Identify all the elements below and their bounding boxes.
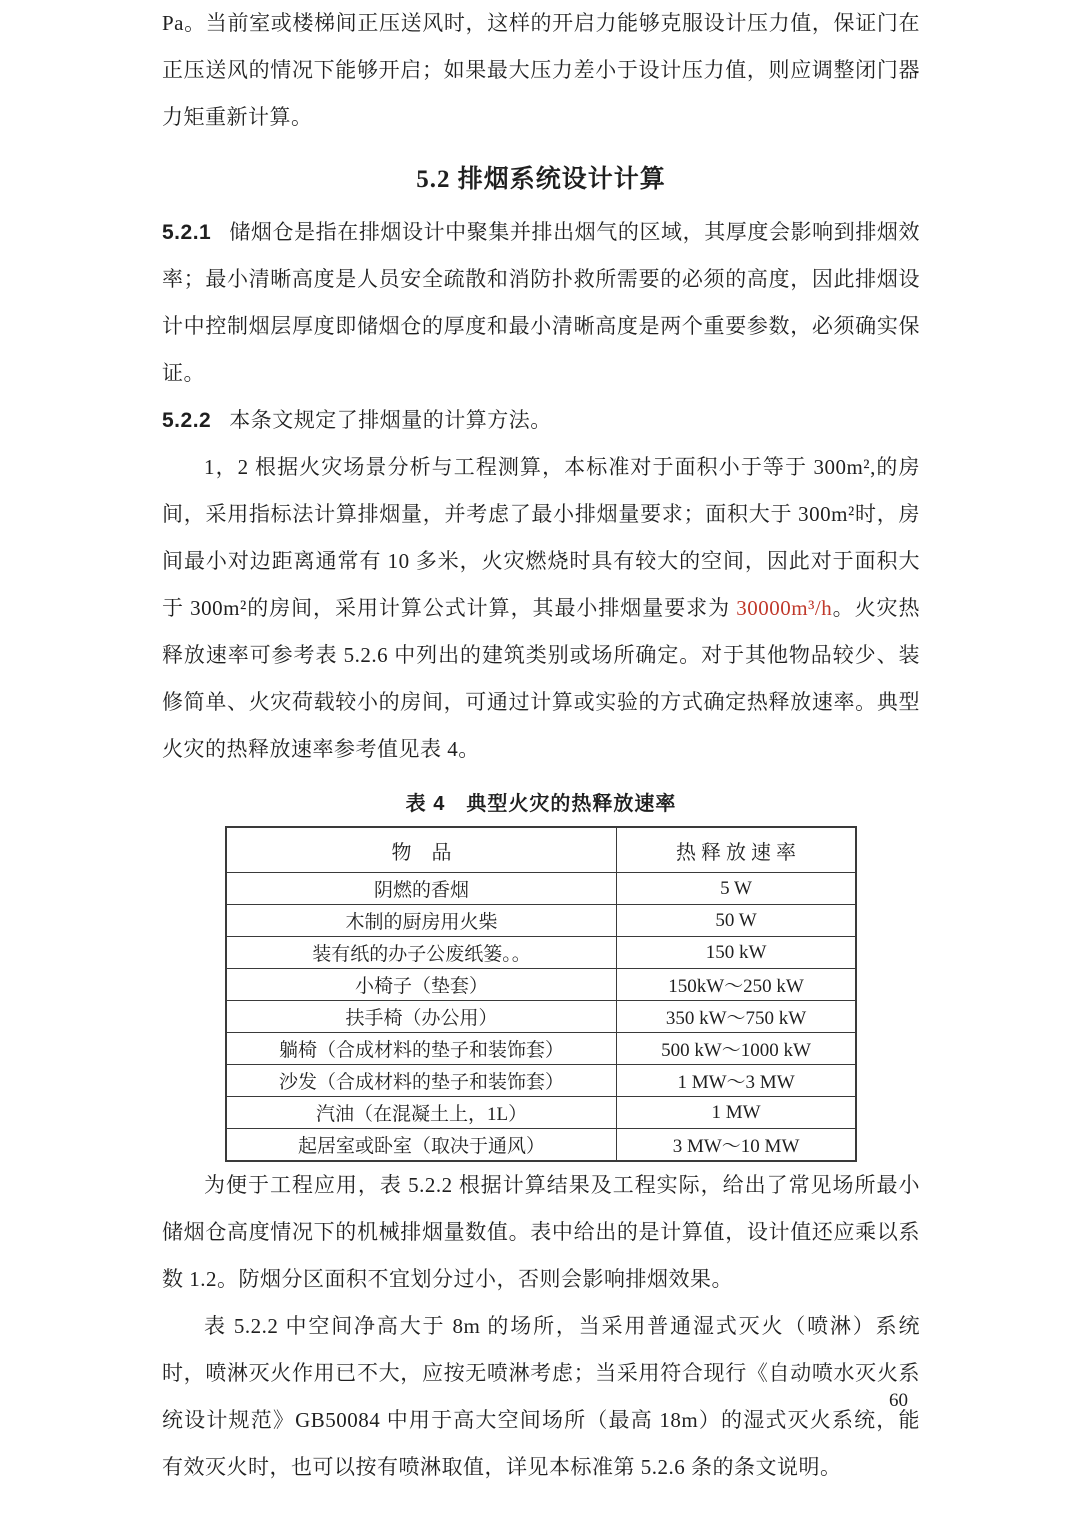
minimum-exhaust-rate-value: 30000m³/h (736, 596, 833, 620)
paragraph-calculation (162, 444, 920, 773)
table-row (226, 1001, 856, 1033)
rate-cell: 150kW～250 kW (617, 969, 856, 1001)
rate-cell: 350 kW～750 kW (617, 1001, 856, 1033)
table-row (226, 1097, 856, 1129)
item-cell: 阴燃的香烟 (226, 873, 617, 905)
intro-paragraph: Pa。当前室或楼梯间正压送风时，这样的开启力能够克服设计压力值，保证门在正压送风的情况下能够开启；如果最大压力差小于设计压力值，则应调整闭门器力矩重新计算。 (162, 11, 920, 129)
paragraph-sprinkler: 表 5.2.2 中空间净高大于 8m 的场所，当采用普通湿式灭火（喷淋）系统时，喷淋灭火作用已不大，应按无喷淋考虑；当采用符合现行《自动喷水灭火系统设计规范》GB50084 中用于高大空间场所（最高 18m）的湿式灭火系统，能有效灭火时，也可以按有喷淋取值，详见本标准第 5.2.6 条的条文说明。 (162, 1314, 920, 1479)
calculation-text-after: 。火灾热释放速率可参考表 5.2.6 中列出的建筑类别或场所确定。对于其他物品较少、装修简单、火灾荷载较小的房间，可通过计算或实验的方式确定热释放速率。典型火灾的热释放速率参考值见表 4。 (162, 596, 920, 761)
rate-cell: 1 MW (617, 1097, 856, 1129)
table-row (226, 937, 856, 969)
item-cell: 扶手椅（办公用） (226, 1001, 617, 1033)
rate-cell: 3 MW～10 MW (617, 1129, 856, 1162)
table-header (226, 827, 856, 873)
heat-release-rate-table (225, 826, 857, 1162)
rate-cell: 50 W (617, 905, 856, 937)
section-heading: 5.2 排烟系统设计计算 (416, 166, 666, 193)
rate-cell: 150 kW (617, 937, 856, 969)
item-cell: 汽油（在混凝土上，1L） (226, 1097, 617, 1129)
column-header-item: 物 品 (226, 827, 617, 873)
item-cell: 装有纸的办子公废纸篓。。 (226, 937, 617, 969)
column-header-rate: 热 释 放 速 率 (617, 827, 856, 873)
table-row (226, 873, 856, 905)
content-area (162, 0, 920, 1491)
rate-cell: 5 W (617, 873, 856, 905)
clause-5-2-1 (162, 209, 920, 397)
table-row (226, 969, 856, 1001)
paragraph-engineering: 为便于工程应用，表 5.2.2 根据计算结果及工程实际，给出了常见场所最小储烟仓高度情况下的机械排烟量数值。表中给出的是计算值，设计值还应乘以系数 1.2。防烟分区面积不宜划分过小，否则会影响排烟效果。 (162, 1173, 920, 1291)
clause-5-2-1-text: 储烟仓是指在排烟设计中聚集并排出烟气的区域，其厚度会影响到排烟效率；最小清晰高度是人员安全疏散和消防扑救所需要的必须的高度，因此排烟设计中控制烟层厚度即储烟仓的厚度和最小清晰高度是两个重要参数，必须确实保证。 (162, 220, 920, 385)
table-caption: 表 4 典型火灾的热释放速率 (405, 793, 677, 815)
table-row (226, 1129, 856, 1162)
table-row (226, 1065, 856, 1097)
table-body (226, 873, 856, 1162)
item-cell: 躺椅（合成材料的垫子和装饰套） (226, 1033, 617, 1065)
table-header-row (226, 827, 856, 873)
item-cell: 木制的厨房用火柴 (226, 905, 617, 937)
calculation-text-before: 1，2 根据火灾场景分析与工程测算，本标准对于面积小于等于 300m²,的房间，采用指标法计算排烟量，并考虑了最小排烟量要求；面积大于 300m²时，房间最小对边距离通常有 10 多米，火灾燃烧时具有较大的空间，因此对于面积大于 300m²的房间，采用计算公式计算，其最小排烟量要求为 (162, 455, 920, 620)
clause-5-2-1-number: 5.2.1 (162, 221, 212, 244)
item-cell: 起居室或卧室（取决于通风） (226, 1129, 617, 1162)
table-row (226, 905, 856, 937)
rate-cell: 500 kW～1000 kW (617, 1033, 856, 1065)
clause-5-2-2-text: 本条文规定了排烟量的计算方法。 (229, 408, 552, 432)
table-row (226, 1033, 856, 1065)
clause-5-2-2-number: 5.2.2 (162, 409, 212, 432)
page-number: 60 (889, 1390, 908, 1411)
clause-5-2-2 (162, 397, 920, 444)
item-cell: 小椅子（垫套） (226, 969, 617, 1001)
rate-cell: 1 MW～3 MW (617, 1065, 856, 1097)
item-cell: 沙发（合成材料的垫子和装饰套） (226, 1065, 617, 1097)
